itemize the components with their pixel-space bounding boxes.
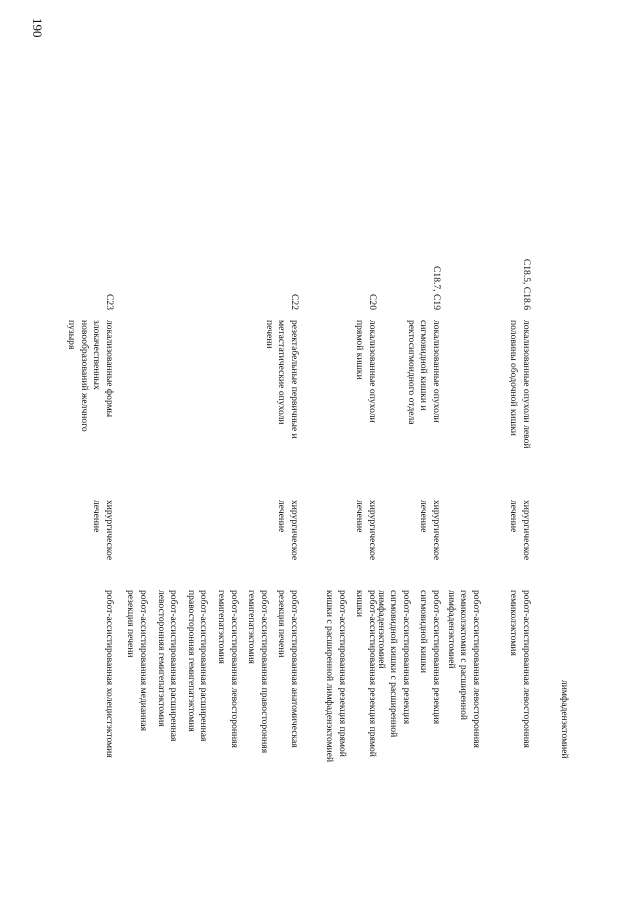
treatment-cell: хирургическое лечение [276, 500, 300, 561]
code-cell: C23 [104, 294, 115, 310]
method-item: робот-ассистированная левосторонняя гемигепатэктомия [216, 590, 240, 748]
method-item: робот-ассистированная левосторонняя гемиколэктомия с расширенной лимфаденэктомией [445, 590, 482, 748]
methods-cell [119, 590, 300, 765]
method-item: робот-ассистированная анатомическая резекция печени [276, 590, 300, 748]
method-item: робот-ассистированная холецистэктомия [104, 590, 115, 758]
diagnosis-cell: локализованные опухоли сигмовидной кишки и ректосигмоидного отдела [405, 320, 442, 425]
method-item: робот-ассистированная резекция сигмовидной кишки с расширенной лимфаденэктомией [375, 590, 412, 738]
diagnosis-cell: локализованные опухоли прямой кишки [354, 320, 378, 423]
treatment-cell: хирургическое лечение [418, 500, 442, 561]
methods-cell-extra [439, 590, 482, 765]
method-item: робот-ассистированная расширенная левосторонняя гемигепатэктомия [155, 590, 180, 742]
methods-cell [369, 590, 442, 765]
code-cell: C22 [289, 294, 300, 310]
treatment-cell: хирургическое лечение [508, 500, 532, 561]
method-item: робот-ассистированная медианная резекция печени [125, 590, 150, 732]
treatment-cell: хирургическое лечение [354, 500, 378, 561]
method-item: робот-ассистированная расширенная правосторонняя гемигепатэктомия [185, 590, 210, 742]
code-cell: C18.5, C18.6 [521, 258, 532, 310]
continuation-text: лимфаденэктомией [559, 680, 570, 759]
diagnosis-cell: локализованные формы злокачественных новообразований желчного пузыря [66, 320, 115, 432]
code-cell: C18.7, C19 [431, 266, 442, 310]
method-item: робот-ассистированная резекция сигмовидной кишки [418, 590, 442, 725]
method-item: робот-ассистированная правосторонняя гемигепатэктомия [246, 590, 270, 754]
code-cell: C20 [367, 294, 378, 310]
page-number: 190 [30, 18, 45, 38]
diagnosis-cell: локализованные опухоли левой половины ободочной кишки [508, 320, 532, 449]
diagnosis-cell: резектабельные первичные и метастатические опухоли печени [263, 320, 300, 439]
method-item: робот-ассистированная резекция прямой кишки [354, 590, 378, 757]
treatment-cell: хирургическое лечение [91, 500, 115, 561]
methods-cell [502, 590, 532, 765]
method-item: робот-ассистированная левосторонняя гемиколэктомия [508, 590, 532, 748]
continuation-row [557, 680, 570, 880]
methods-cell [318, 590, 378, 765]
methods-cell [97, 590, 115, 765]
method-item: робот-ассистированная резекция прямой кишки с расширенной лимфаденэктомией [324, 590, 348, 763]
